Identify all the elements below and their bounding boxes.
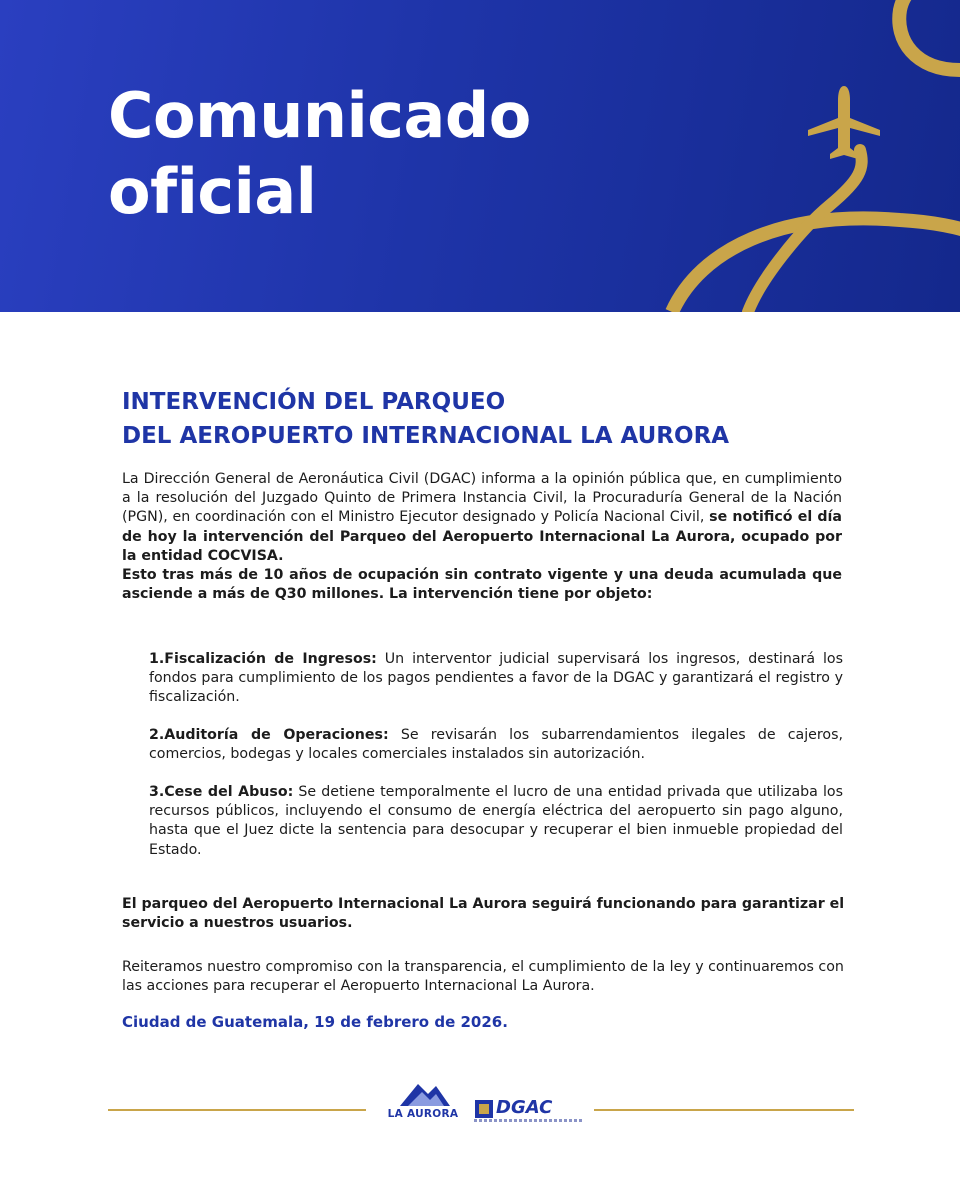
footer-divider-left	[108, 1109, 366, 1111]
la-aurora-logo	[378, 1078, 468, 1124]
intro-bold-notice: se notificó el día de hoy la intervención del Parqueo del Aeropuerto Internacional La Aurora, ocupado por la entidad COCVISA.	[122, 509, 842, 564]
intro-bold-objective: Esto tras más de 10 años de ocupación sin contrato vigente y una deuda acumulada que asciende a más de Q30 millones. La intervención tiene por objeto:	[122, 567, 842, 603]
list-item	[149, 783, 843, 860]
header-banner	[0, 0, 960, 312]
list-item-label: 1.Fiscalización de Ingresos:	[149, 651, 377, 667]
dgac-logo-subline	[474, 1119, 582, 1122]
mountain-icon	[378, 1078, 468, 1108]
dgac-emblem-icon	[474, 1099, 494, 1119]
list-item-text: Un interventor judicial supervisará los ingresos, destinará los fondos para cumplimiento de los pagos pendientes a favor de la DGAC y garantizará el registro y fiscalización.	[149, 651, 843, 706]
heading-line-2: DEL AEROPUERTO INTERNACIONAL LA AURORA	[122, 423, 730, 449]
list-item-text: Se revisarán los subarrendamientos ilegales de cajeros, comercios, bodegas y locales comerciales instalados sin autorización.	[149, 727, 844, 763]
la-aurora-logo-text: LA AURORA	[387, 1108, 459, 1120]
heading-line-1: INTERVENCIÓN DEL PARQUEO	[122, 389, 506, 415]
list-item-label: 3.Cese del Abuso:	[149, 784, 294, 800]
footer-divider-right	[594, 1109, 854, 1111]
commitment-paragraph: Reiteramos nuestro compromiso con la transparencia, el cumplimiento de la ley y continuaremos con las acciones para recuperar el Aeropuerto Internacional La Aurora.	[122, 959, 844, 995]
title-line-1: Comunicado	[108, 79, 531, 152]
list-item	[149, 726, 843, 764]
dgac-logo	[474, 1097, 582, 1127]
list-item-label: 2.Auditoría de Operaciones:	[149, 727, 389, 743]
airplane-icon	[806, 84, 882, 164]
closing-statement: El parqueo del Aeropuerto Internacional La Aurora seguirá funcionando para garantizar el servicio a nuestros usuarios.	[122, 896, 845, 932]
document-heading	[122, 385, 729, 453]
list-item	[149, 650, 843, 708]
list-item-text: Se detiene temporalmente el lucro de una entidad privada que utilizaba los recursos públicos, incluyendo el consumo de energía eléctrica del aeropuerto sin pago alguno, hasta que el Juez dicte la sentencia para desocupar y recuperar el bien inmueble propiedad del Estado.	[149, 784, 844, 858]
dgac-logo-text: DGAC	[496, 1097, 553, 1118]
intro-text: La Dirección General de Aeronáutica Civil (DGAC) informa a la opinión pública que, en cumplimiento a la resolución del Juzgado Quinto de Primera Instancia Civil, la Procuraduría General de la Nación (PGN), en coordinación con el Ministro Ejecutor designado y Policía Nacional Civil,	[122, 471, 842, 526]
place-date-signoff: Ciudad de Guatemala, 19 de febrero de 2026.	[122, 1013, 508, 1031]
intro-paragraph	[122, 470, 842, 604]
title-line-2: oficial	[108, 155, 317, 228]
page-title	[108, 78, 531, 230]
